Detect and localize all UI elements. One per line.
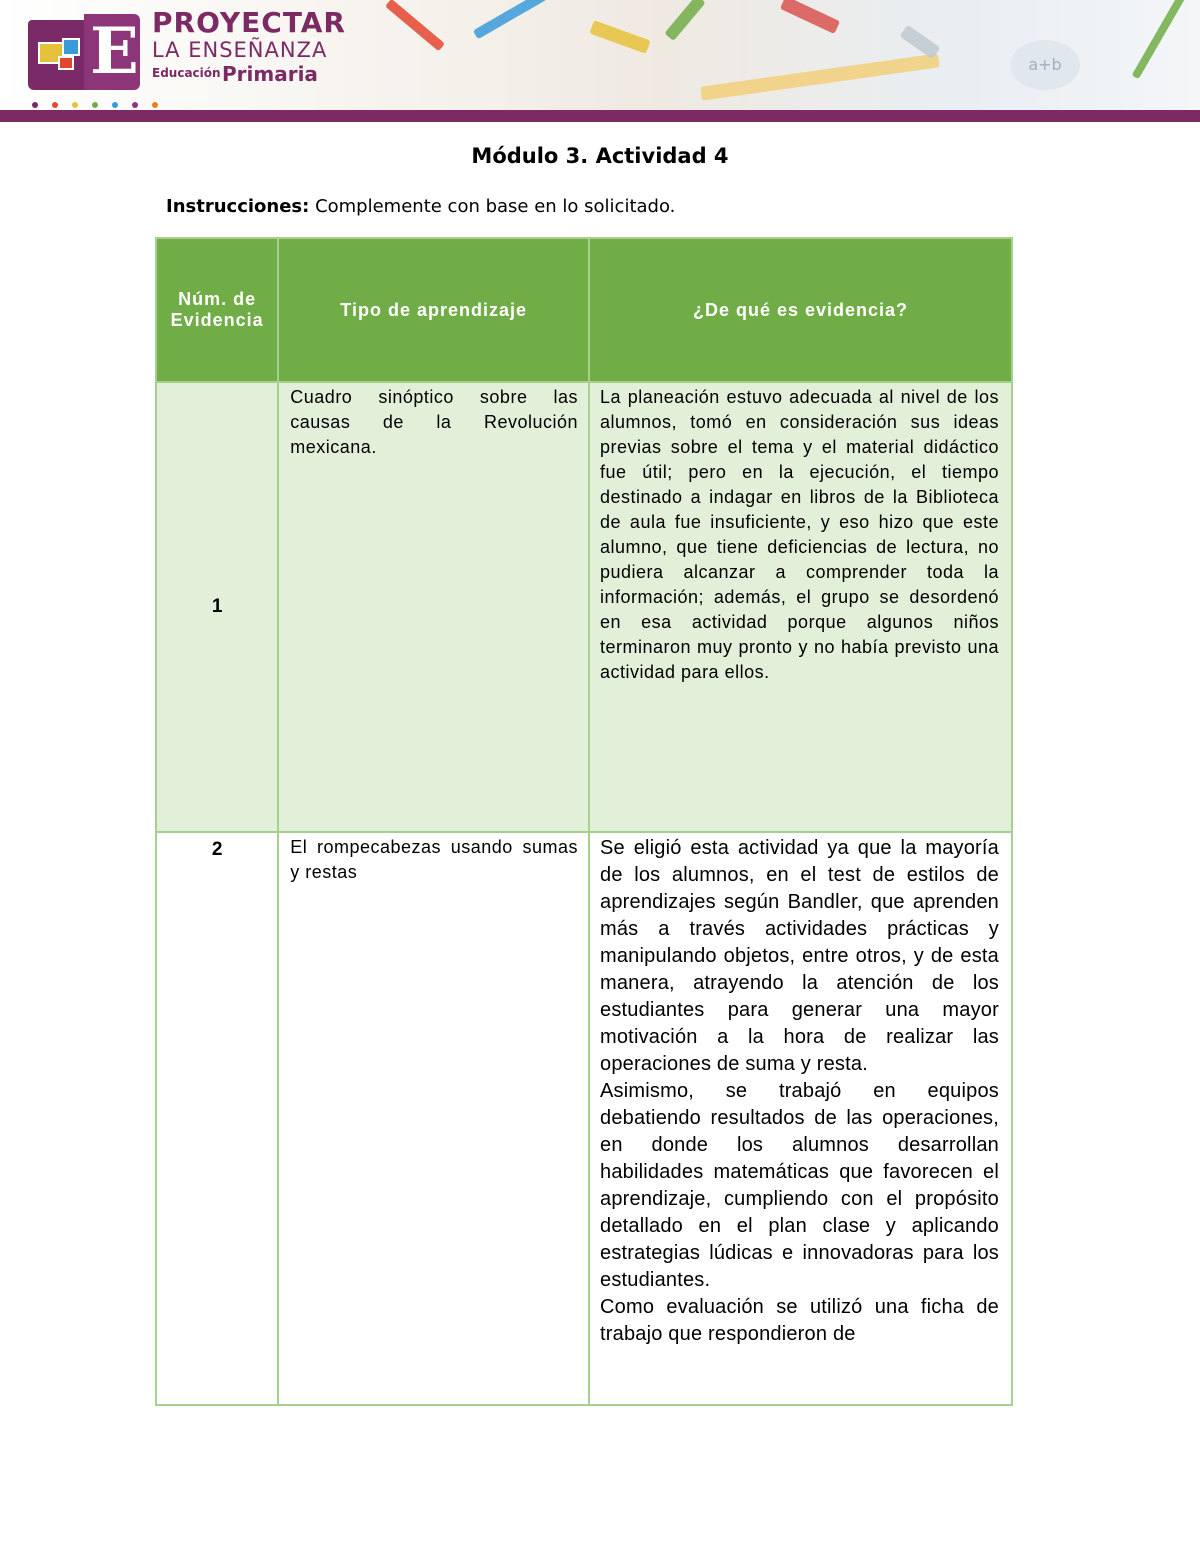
brand-title: PROYECTAR [152,6,346,39]
description-paragraph: Como evaluación se utilizó una ficha de trabajo que respondieron de [600,1296,999,1345]
header-num: Núm. de Evidencia [156,238,278,382]
ruler-decoration [700,53,940,100]
table-header-row [156,238,1012,382]
evidence-number: 1 [156,382,278,832]
learning-type: El rompecabezas usando sumas y restas [278,832,589,1405]
table-row [156,382,1012,832]
evidence-description [589,382,1012,832]
pencil-decoration [473,0,547,39]
evidence-table [155,237,1013,1406]
dot-6 [132,102,138,108]
eraser-decoration [780,0,840,34]
brand-level: Primaria [222,62,318,86]
header-tipo: Tipo de aprendizaje [278,238,589,382]
logo-square-blue [62,38,80,56]
brand-edu: Educación [152,66,221,80]
table-row [156,832,1012,1405]
math-badge: a+b [1010,40,1080,90]
description-paragraph: La planeación estuvo adecuada al nivel de los alumnos, tomó en consideración sus ideas previas sobre el tema y el material didáctico fue útil; pero en la ejecución, el tiempo destinado a indagar en libros de la Biblioteca de aula fue insuficiente, y eso hizo que este alumno, que tiene deficiencias de lectura, no pudiera alcanzar a comprender toda la información; además, el grupo se desordenó en esa actividad porque algunos niños terminaron muy pronto y no había previsto una actividad para ellos. [600,387,999,682]
logo-dots [32,95,172,110]
description-paragraph: Asimismo, se trabajó en equipos debatiendo resultados de las operaciones, en donde los alumnos desarrollan habilidades matemáticas que favorecen el aprendizaje, cumpliendo con el propósito detallado en el plan clase y aplicando estrategias lúdicas e innovadoras para los estudiantes. [600,1080,999,1291]
crayon-decoration [589,20,650,54]
banner-strip [0,110,1200,122]
instructions-label: Instrucciones: [166,196,310,217]
dot-4 [92,102,98,108]
instructions [166,196,675,217]
crayon-decoration [664,0,705,41]
dot-1 [32,102,38,108]
evidence-number: 2 [156,832,278,1405]
header-banner [0,0,1200,110]
brand-subtitle: LA ENSEÑANZA [152,38,328,62]
pencil-decoration [1132,0,1189,79]
page-title: Módulo 3. Actividad 4 [471,144,729,168]
dot-5 [112,102,118,108]
description-paragraph: Se eligió esta actividad ya que la mayoría de los alumnos, en el test de estilos de aprendizajes según Bandler, que aprenden más a través actividades prácticas y manipulando objetos, entre otros, y de esta manera, atrayendo la atención de los estudiantes para generar una mayor motivación a la hora de realizar las operaciones de suma y resta. [600,837,999,1075]
logo-square-red [58,56,74,70]
learning-type: Cuadro sinóptico sobre las causas de la Revolución mexicana. [278,382,589,832]
eraser-decoration [900,25,941,59]
logo [28,12,140,92]
dot-3 [72,102,78,108]
dot-7 [152,102,158,108]
header-desc: ¿De qué es evidencia? [589,238,1012,382]
evidence-description [589,832,1012,1405]
pencil-decoration [385,0,445,51]
dot-2 [52,102,58,108]
instructions-text: Complemente con base en lo solicitado. [309,196,676,217]
logo-letter: E [90,14,139,89]
